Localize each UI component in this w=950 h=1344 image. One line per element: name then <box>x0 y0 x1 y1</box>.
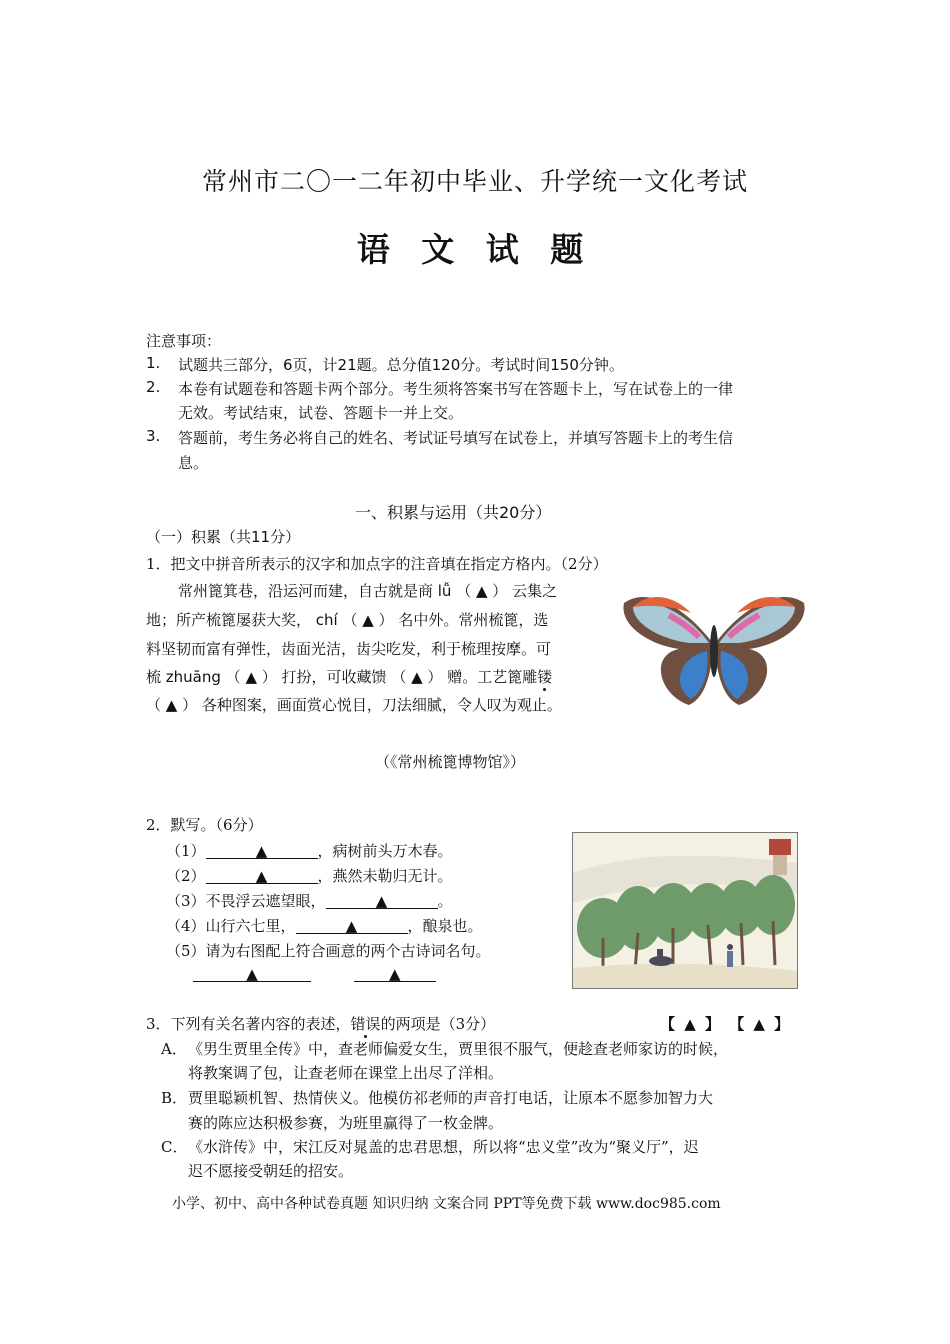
notice-text: 答题前，考生务必将自己的姓名、考试证号填写在试卷上，并填写答题卡上的考生信 <box>178 429 734 447</box>
section-heading: 一、积累与运用（共20分） <box>355 503 552 522</box>
notice-number: 3. <box>146 427 161 445</box>
answer-blank[interactable]: ▲ <box>193 967 311 982</box>
passage-line <box>146 609 548 630</box>
answer-mark: （ ▲ ） <box>391 668 443 686</box>
exam-subtitle: 语 文 试 题 <box>356 230 594 269</box>
option-text: 将教案调了包，让查老师在课堂上出尽了洋相。 <box>188 1064 504 1082</box>
recitation-item: （5）请为右图配上符合画意的两个古诗词名句。 <box>166 942 491 960</box>
question-1-stem: 1．把文中拼音所表示的汉字和加点字的注音填在指定方格内。（2分） <box>146 555 608 573</box>
passage-text: 梳 zhuāng <box>146 668 221 686</box>
option-label: A． <box>161 1040 187 1058</box>
notice-number: 2. <box>146 378 161 396</box>
right-wing <box>714 597 805 705</box>
recitation-item <box>166 890 453 911</box>
notice-text: 无效。考试结束，试卷、答题卡一并上交。 <box>178 404 464 422</box>
answer-mark: （ ▲ ） <box>146 696 198 714</box>
passage-text: 打扮，可收藏馈 <box>281 668 387 686</box>
dotted-char: 错误 <box>350 1015 381 1033</box>
notice-number: 1. <box>146 354 161 372</box>
passage-line <box>146 694 562 715</box>
answer-blank[interactable]: ▲ <box>206 869 318 884</box>
dotted-char: 镂 <box>537 668 553 686</box>
passage-line <box>146 666 552 687</box>
option-text: 赛的陈应达积极参赛，为班里赢得了一枚金牌。 <box>188 1114 504 1132</box>
passage-text: 各种图案，画面赏心悦目，刀法细腻，令人叹为观止。 <box>201 696 562 714</box>
item-text: ，酿泉也。 <box>407 917 483 935</box>
answer-blank[interactable]: ▲ <box>206 844 318 859</box>
item-prefix: （4）山行六七里， <box>166 917 296 935</box>
notice-text: 息。 <box>178 454 209 472</box>
question-2-stem: 2．默写。（6分） <box>146 816 263 834</box>
recitation-blanks <box>193 965 436 983</box>
tower-roof <box>769 839 791 855</box>
passage-line: 料坚韧而富有弹性，齿面光洁，齿尖吃发，利于梳理按摩。可 <box>146 640 552 658</box>
butterfly-body <box>710 625 718 677</box>
passage-text: 赠。工艺篦雕 <box>447 668 538 686</box>
answer-mark: （ ▲ ） <box>225 668 277 686</box>
recitation-item <box>166 865 453 886</box>
left-wing <box>623 597 714 705</box>
passage-text: 云集之 <box>512 582 558 600</box>
notice-text: 试题共三部分，6页，计21题。总分值120分。考试时间150分钟。 <box>178 356 624 374</box>
item-text: ，病树前头万木春。 <box>317 842 453 860</box>
passage-line <box>178 580 557 601</box>
answer-mark: （ ▲ ） <box>342 611 394 629</box>
recitation-item <box>166 840 453 861</box>
option-text: 《水浒传》中，宋江反对晁盖的忠君思想，所以将“忠义堂”改为“聚义厅”，迟 <box>188 1138 699 1156</box>
notice-label: 注意事项： <box>146 332 222 350</box>
stem-text: 的两项是（3分） <box>380 1015 496 1033</box>
passage-text: 常州篦箕巷，沿运河而建，自古就是商 lǚ <box>178 582 452 600</box>
passage-text: 地；所产梳篦屡获大奖， chí <box>146 611 338 629</box>
notice-text: 本卷有试题卷和答题卡两个部分。考生须将答案书写在答题卡上，写在试卷上的一律 <box>178 380 734 398</box>
option-text: 贾里聪颖机智、热情侠义。他模仿祁老师的声音打电话，让原本不愿参加智力大 <box>188 1089 714 1107</box>
footer-text: 小学、初中、高中各种试卷真题 知识归纳 文案合同 PPT等免费下载 www.doc985.com <box>172 1196 721 1212</box>
item-prefix: （1） <box>166 842 206 860</box>
item-prefix: （2） <box>166 867 206 885</box>
option-text: 迟不愿接受朝廷的招安。 <box>188 1162 354 1180</box>
answer-blank[interactable]: ▲ <box>326 894 438 909</box>
answer-blank[interactable]: ▲ <box>296 919 408 934</box>
answer-brackets: 【 ▲ 】 【 ▲ 】 <box>660 1015 792 1033</box>
willow-painting-image <box>572 832 798 989</box>
source-citation: （《常州梳篦博物馆》） <box>375 753 526 771</box>
sub-heading: （一）积累（共11分） <box>146 528 301 546</box>
option-label: B． <box>161 1089 188 1107</box>
option-text: 《男生贾里全传》中，查老师偏爱女生，贾里很不服气，便趁查老师家访的时候， <box>188 1040 729 1058</box>
question-3-stem <box>146 1013 495 1034</box>
exam-title: 常州市二〇一二年初中毕业、升学统一文化考试 <box>201 167 748 196</box>
recitation-item <box>166 915 483 936</box>
option-label: C． <box>161 1138 188 1156</box>
item-text: ，燕然未勒归无计。 <box>317 867 453 885</box>
stem-text: 3．下列有关名著内容的表述， <box>146 1015 351 1033</box>
answer-blank[interactable]: ▲ <box>354 967 436 982</box>
passage-text: 名中外。常州梳篦，选 <box>398 611 549 629</box>
butterfly-comb-image <box>619 585 809 713</box>
answer-mark: （ ▲ ） <box>456 582 508 600</box>
item-prefix: （3）不畏浮云遮望眼， <box>166 892 326 910</box>
item-text: 。 <box>437 892 453 910</box>
